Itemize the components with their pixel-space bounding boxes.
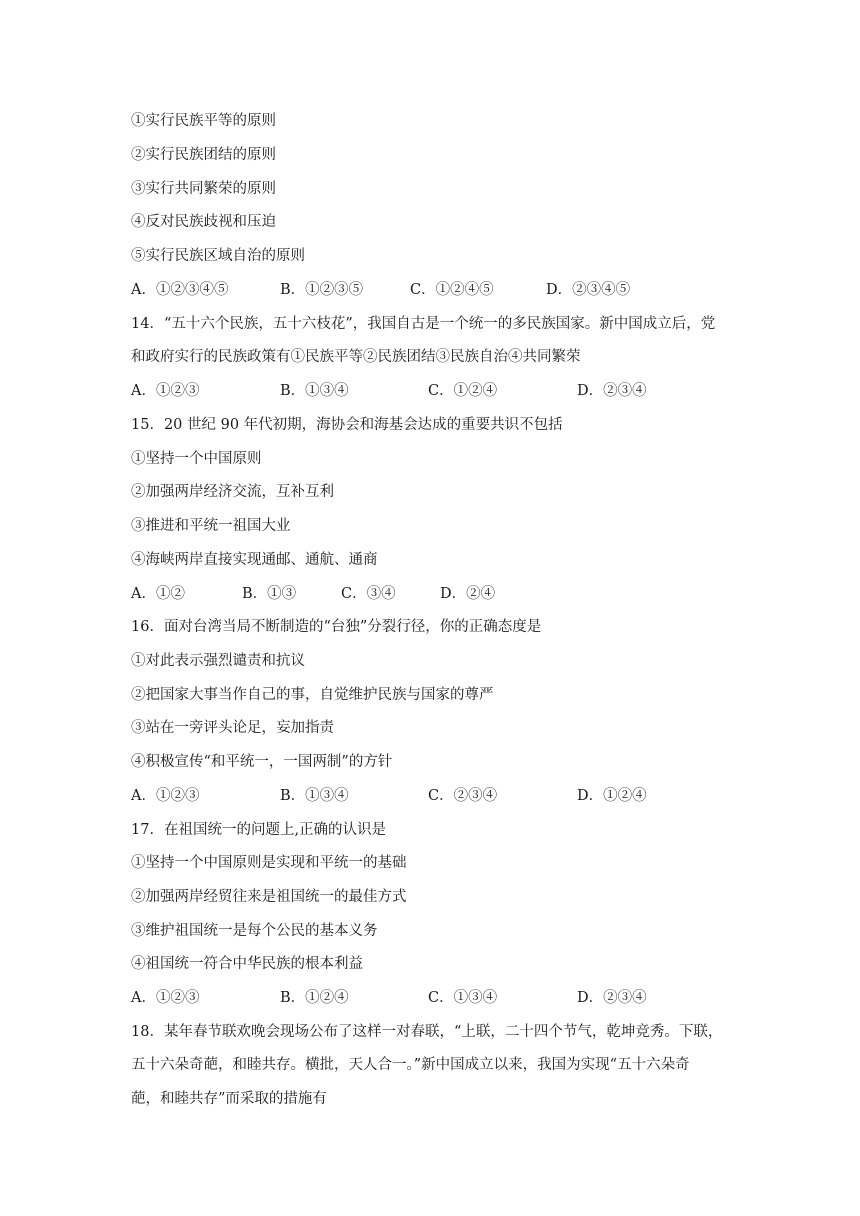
- q15-item-4: ④海峡两岸直接实现通邮、通航、通商: [131, 552, 378, 568]
- q16-option-d: D．①②④: [577, 788, 647, 804]
- q17-item-4: ④祖国统一符合中华民族的根本利益: [131, 956, 363, 972]
- q18-stem-line2: 五十六朵奇葩，和睦共存。横批，天人合一。”新中国成立以来，我国为实现“五十六朵奇: [131, 1057, 690, 1073]
- q14-stem-line1: 14．“五十六个民族，五十六枝花”，我国自古是一个统一的多民族国家。新中国成立后，党: [131, 316, 716, 332]
- q17-option-a: A．①②③: [131, 990, 200, 1006]
- q14-stem-line2: 和政府实行的民族政策有①民族平等②民族团结③民族自治④共同繁荣: [131, 349, 581, 365]
- q17-stem: 17．在祖国统一的问题上,正确的认识是: [131, 822, 387, 838]
- q15-stem: 15．20 世纪 90 年代初期，海协会和海基会达成的重要共识不包括: [131, 417, 563, 433]
- q16-option-a: A．①②③: [131, 788, 200, 804]
- q13-options: [131, 280, 731, 300]
- q14-option-a: A．①②③: [131, 383, 200, 399]
- q16-item-3: ③站在一旁评头论足，妄加指责: [131, 720, 334, 736]
- q15-item-1: ①坚持一个中国原则: [131, 451, 262, 467]
- q13-option-d: D．②③④⑤: [546, 282, 631, 298]
- q16-stem: 16．面对台湾当局不断制造的“台独”分裂行径，你的正确态度是: [131, 619, 542, 635]
- q17-options: [131, 988, 731, 1008]
- q13-item-3: ③实行共同繁荣的原则: [131, 181, 276, 197]
- q16-item-4: ④积极宣传“和平统一，一国两制”的方针: [131, 754, 393, 770]
- q14-option-d: D．②③④: [577, 383, 647, 399]
- q13-option-b: B．①②③⑤: [280, 282, 364, 298]
- q15-option-b: B．①③: [242, 586, 297, 602]
- q13-item-1: ①实行民族平等的原则: [131, 113, 276, 129]
- q18-stem-line1: 18．某年春节联欢晚会现场公布了这样一对春联，“上联，二十四个节气，乾坤竞秀。下联，: [131, 1024, 723, 1040]
- q13-item-2: ②实行民族团结的原则: [131, 147, 276, 163]
- q15-option-d: D．②④: [440, 586, 496, 602]
- q16-item-1: ①对此表示强烈谴责和抗议: [131, 653, 305, 669]
- q14-option-c: C．①②④: [428, 383, 498, 399]
- q18-stem-line3: 葩，和睦共存”而采取的措施有: [131, 1091, 327, 1107]
- q16-options: [131, 786, 731, 806]
- q17-item-2: ②加强两岸经贸往来是祖国统一的最佳方式: [131, 889, 407, 905]
- q13-option-a: A．①②③④⑤: [131, 282, 229, 298]
- q15-item-2: ②加强两岸经济交流，互补互利: [131, 484, 334, 500]
- q17-option-d: D．②③④: [577, 990, 647, 1006]
- q17-item-1: ①坚持一个中国原则是实现和平统一的基础: [131, 855, 407, 871]
- q17-option-c: C．①③④: [428, 990, 498, 1006]
- q16-option-c: C．②③④: [428, 788, 498, 804]
- q15-option-a: A．①②: [131, 586, 185, 602]
- q15-item-3: ③推进和平统一祖国大业: [131, 518, 291, 534]
- q15-options: [131, 584, 631, 604]
- q17-item-3: ③维护祖国统一是每个公民的基本义务: [131, 923, 378, 939]
- q17-option-b: B．①②④: [280, 990, 349, 1006]
- q13-item-5: ⑤实行民族区域自治的原则: [131, 248, 305, 264]
- q16-item-2: ②把国家大事当作自己的事，自觉维护民族与国家的尊严: [131, 687, 494, 703]
- q16-option-b: B．①③④: [280, 788, 349, 804]
- q13-item-4: ④反对民族歧视和压迫: [131, 214, 276, 230]
- q13-option-c: C．①②④⑤: [410, 282, 494, 298]
- q14-option-b: B．①③④: [280, 383, 349, 399]
- q14-options: [131, 381, 731, 401]
- q15-option-c: C．③④: [341, 586, 396, 602]
